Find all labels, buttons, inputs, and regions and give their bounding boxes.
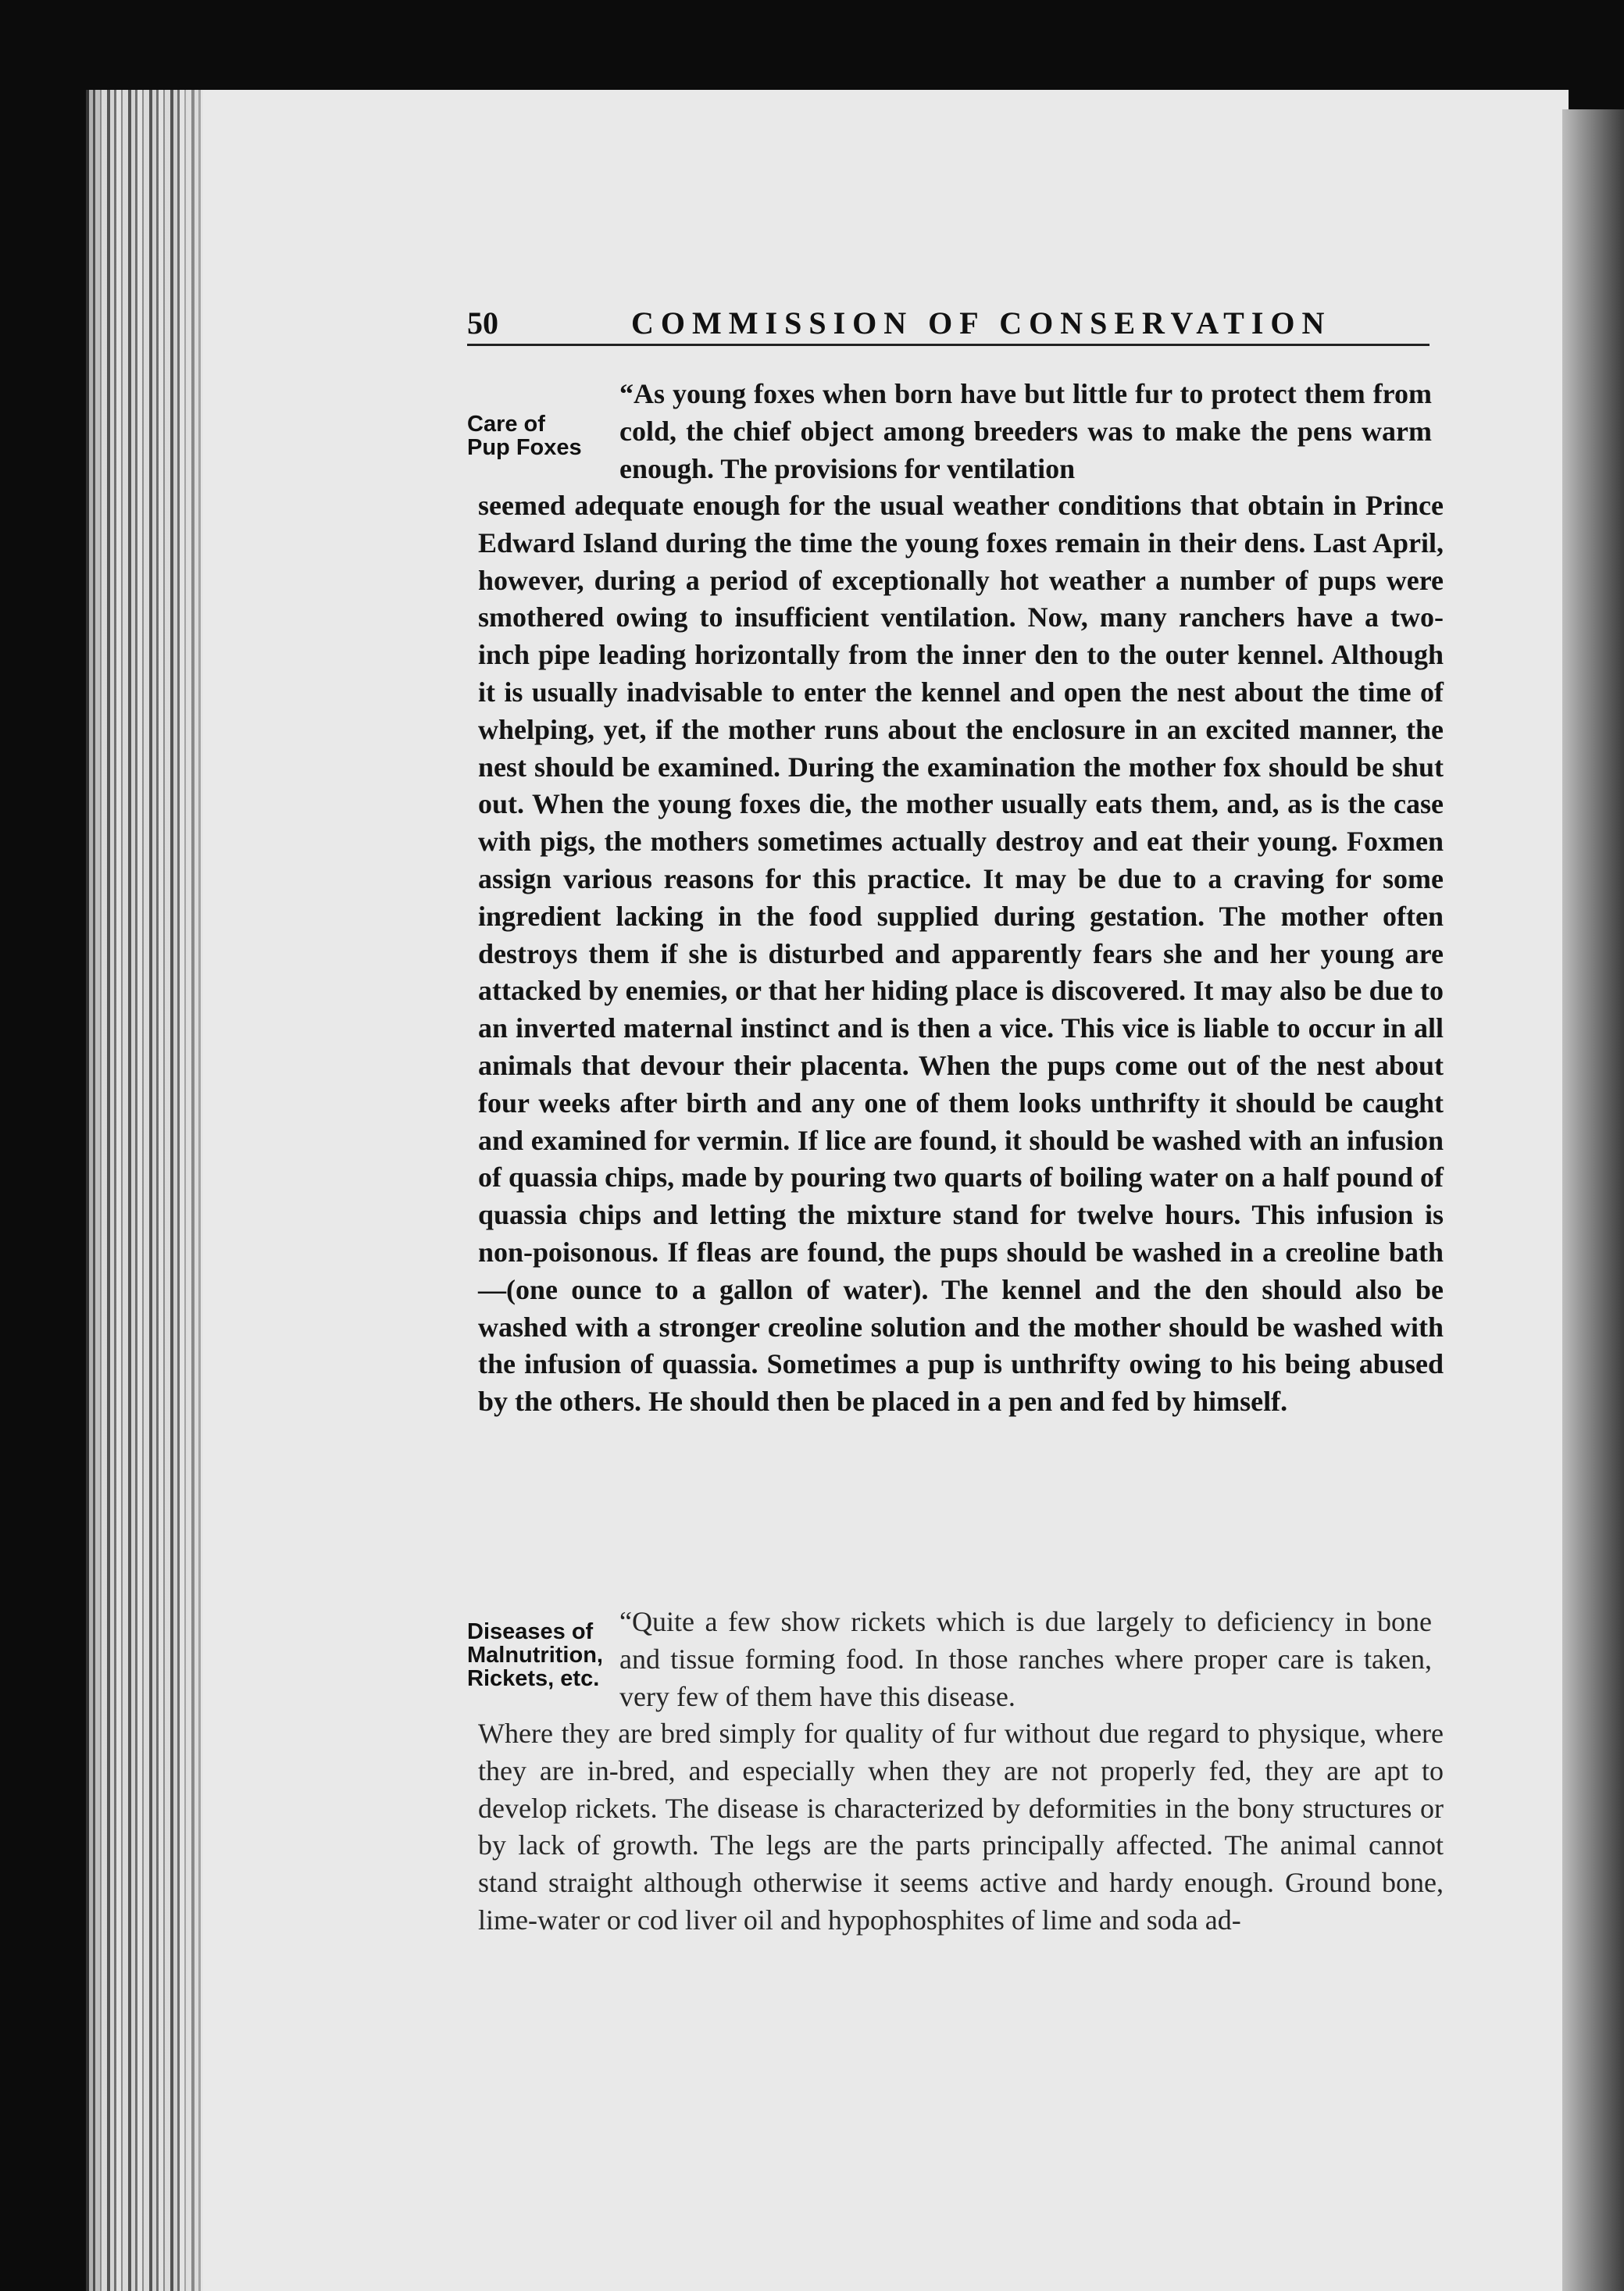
running-head-title: COMMISSION OF CONSERVATION	[631, 305, 1332, 341]
page-right-edge	[1562, 109, 1624, 2291]
paragraph-2-body: Where they are bred simply for quality of fur without due regard to physique, where they are in-bred, and especially when they are not properly fed, they are apt to develop rickets. The disease is characterized by deformities in the bony structures or by lack of growth. The legs are the parts principally affected. The animal cannot stand straight although otherwise it seems active and hardy enough. Ground bone, lime-water or cod liver oil and hypophosphites of lime and soda ad-	[478, 1718, 1444, 1936]
paragraph-1-opening: “As young foxes when born have but little fur to protect them from cold, the chief object among breeders was to make the pens warm enough. The provisions for ventilation	[619, 378, 1432, 484]
paragraph-2-opening: “Quite a few show rickets which is due largely to deficiency in bone and tissue forming food. In those ranches where proper care is taken, very few of them have this disease.	[619, 1606, 1432, 1712]
paragraph-1-body: seemed adequate enough for the usual weather conditions that obtain in Prince Edward Island during the time the young foxes remain in their dens. Last April, however, during a period of exceptionally hot weather a number of pups were smothered owing to insufficient ventilation. Now, many ranchers have a two-inch pipe leading horizontally from the inner den to the outer kennel. Although it is usually inadvisable to enter the kennel and open the nest about the time of whelping, yet, if the mother runs about the enclosure in an excited manner, the nest should be examined. During the examination the mother fox should be shut out. When the young foxes die, the mother usually eats them, and, as is the case with pigs, the mothers sometimes actually destroy and eat their young. Foxmen assign various reasons for this practice. It may be due to a craving for some ingredient lacking in the food supplied during gestation. The mother often destroys them if she is disturbed and apparently fears she and her young are attacked by enemies, or that her hiding place is discovered. It may also be due to an inverted maternal instinct and is then a vice. This vice is liable to occur in all animals that devour their placenta. When the pups come out of the nest about four weeks after birth and any one of them looks unthrifty it should be caught and examined for vermin. If lice are found, it should be washed with an infusion of quassia chips, made by pouring two quarts of boiling water on a half pound of quassia chips and letting the mixture stand for twelve hours. This infusion is non-poisonous. If fleas are found, the pups should be washed in a creoline bath—(one ounce to a gallon of water). The kennel and the den should also be washed with a stronger creoline solution and the mother should be washed with the infusion of quassia. Sometimes a pup is unthrifty owing to his being abused by the others. He should then be placed in a pen and fed by himself.	[478, 490, 1444, 1418]
page-number: 50	[467, 305, 498, 341]
spine-shadow	[180, 90, 250, 2291]
sidenote-care-of-pup-foxes: Care of Pup Foxes	[467, 412, 582, 460]
running-head	[467, 305, 1429, 344]
header-rule	[467, 344, 1429, 346]
sidenote-diseases-of-malnutrition: Diseases of Malnutrition, Rickets, etc.	[467, 1619, 603, 1691]
